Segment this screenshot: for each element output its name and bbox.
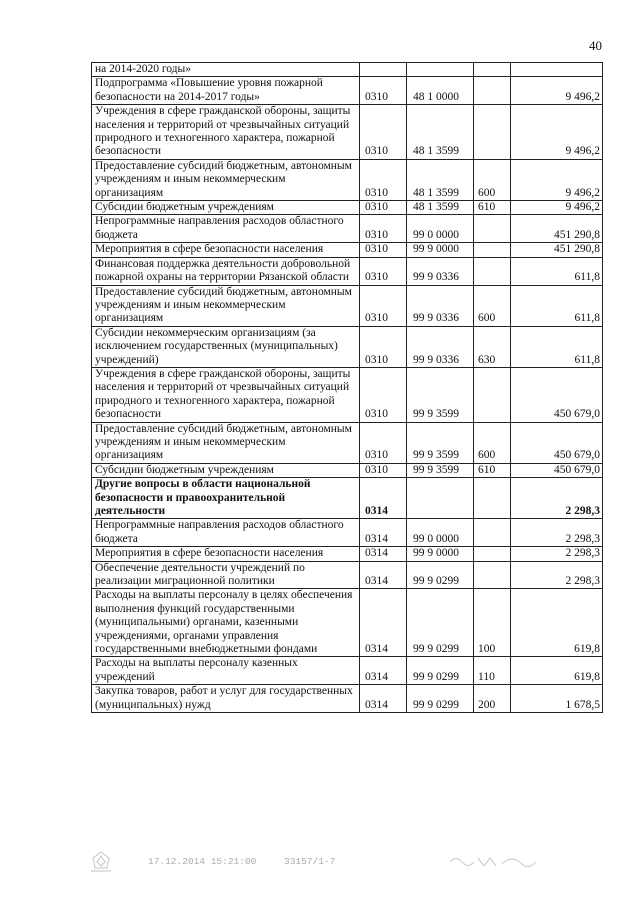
row-expense-type-cell — [474, 63, 511, 77]
row-name-cell: Субсидии бюджетным учреждениям — [92, 201, 360, 215]
row-article-cell: 99 9 3599 — [407, 463, 474, 477]
row-expense-type-cell — [474, 519, 511, 547]
row-article-cell: 99 9 0336 — [407, 285, 474, 326]
row-sum-cell: 450 679,0 — [511, 463, 603, 477]
row-sum-cell: 1 678,5 — [511, 685, 603, 713]
seal-icon — [88, 850, 114, 874]
row-section-cell: 0310 — [360, 243, 407, 257]
row-name-cell: Предоставление субсидий бюджетным, автономным учреждениям и иным некоммерческим организациям — [92, 285, 360, 326]
row-section-cell: 0314 — [360, 589, 407, 657]
row-article-cell: 99 9 0299 — [407, 685, 474, 713]
row-expense-type-cell: 610 — [474, 201, 511, 215]
row-sum-cell: 2 298,3 — [511, 547, 603, 561]
row-name-cell: на 2014-2020 годы» — [92, 63, 360, 77]
row-sum-cell: 451 290,8 — [511, 243, 603, 257]
row-sum-cell: 9 496,2 — [511, 201, 603, 215]
row-sum-cell: 9 496,2 — [511, 159, 603, 200]
row-section-cell: 0314 — [360, 519, 407, 547]
row-expense-type-cell — [474, 243, 511, 257]
row-name-cell: Предоставление субсидий бюджетным, автономным учреждениям и иным некоммерческим организациям — [92, 159, 360, 200]
row-sum-cell: 451 290,8 — [511, 215, 603, 243]
table-row — [92, 105, 603, 160]
row-expense-type-cell: 610 — [474, 463, 511, 477]
row-sum-cell — [511, 63, 603, 77]
budget-table — [91, 62, 603, 713]
stamp-code: 33157/1-7 — [284, 856, 336, 867]
row-expense-type-cell: 600 — [474, 422, 511, 463]
row-name-cell: Непрограммные направления расходов областного бюджета — [92, 215, 360, 243]
row-name-cell: Другие вопросы в области национальной безопасности и правоохранительной деятельности — [92, 478, 360, 519]
row-section-cell: 0310 — [360, 257, 407, 285]
row-sum-cell: 2 298,3 — [511, 561, 603, 589]
row-expense-type-cell — [474, 561, 511, 589]
row-section-cell: 0310 — [360, 326, 407, 367]
row-expense-type-cell: 600 — [474, 159, 511, 200]
row-sum-cell: 9 496,2 — [511, 77, 603, 105]
table-row — [92, 478, 603, 519]
row-expense-type-cell — [474, 77, 511, 105]
table-row — [92, 519, 603, 547]
table-row — [92, 657, 603, 685]
row-article-cell: 99 0 0000 — [407, 215, 474, 243]
row-name-cell: Подпрограмма «Повышение уровня пожарной безопасности на 2014-2017 годы» — [92, 77, 360, 105]
row-article-cell: 99 9 0336 — [407, 326, 474, 367]
row-expense-type-cell: 100 — [474, 589, 511, 657]
table-row — [92, 326, 603, 367]
row-section-cell: 0310 — [360, 285, 407, 326]
row-section-cell: 0314 — [360, 561, 407, 589]
table-row — [92, 201, 603, 215]
row-article-cell — [407, 478, 474, 519]
row-name-cell: Расходы на выплаты персоналу в целях обеспечения выполнения функций государственными (муниципальными) органами, казенными учреждениями, органами управления государственными внебюджетными фондами — [92, 589, 360, 657]
row-name-cell: Финансовая поддержка деятельности добровольной пожарной охраны на территории Рязанской области — [92, 257, 360, 285]
table-row — [92, 367, 603, 422]
row-expense-type-cell — [474, 478, 511, 519]
row-name-cell: Расходы на выплаты персоналу казенных учреждений — [92, 657, 360, 685]
row-article-cell — [407, 63, 474, 77]
row-name-cell: Мероприятия в сфере безопасности населения — [92, 243, 360, 257]
row-section-cell: 0310 — [360, 215, 407, 243]
row-section-cell: 0314 — [360, 657, 407, 685]
row-section-cell: 0310 — [360, 159, 407, 200]
row-sum-cell: 2 298,3 — [511, 519, 603, 547]
table-row — [92, 285, 603, 326]
table-row — [92, 215, 603, 243]
row-name-cell: Учреждения в сфере гражданской обороны, защиты населения и территорий от чрезвычайных ситуаций природного и техногенного характера, пожарной безопасности — [92, 367, 360, 422]
row-name-cell: Закупка товаров, работ и услуг для государственных (муниципальных) нужд — [92, 685, 360, 713]
table-row — [92, 561, 603, 589]
row-name-cell: Непрограммные направления расходов областного бюджета — [92, 519, 360, 547]
row-article-cell: 99 9 0299 — [407, 561, 474, 589]
table-row — [92, 547, 603, 561]
page-number: 40 — [589, 38, 602, 53]
row-article-cell: 99 9 0000 — [407, 547, 474, 561]
row-sum-cell: 611,8 — [511, 326, 603, 367]
row-article-cell: 99 9 0000 — [407, 243, 474, 257]
row-expense-type-cell: 600 — [474, 285, 511, 326]
row-article-cell: 99 0 0000 — [407, 519, 474, 547]
row-name-cell: Мероприятия в сфере безопасности населения — [92, 547, 360, 561]
row-sum-cell: 619,8 — [511, 589, 603, 657]
row-section-cell: 0314 — [360, 478, 407, 519]
table-row — [92, 63, 603, 77]
table-row — [92, 589, 603, 657]
row-name-cell: Обеспечение деятельности учреждений по реализации миграционной политики — [92, 561, 360, 589]
row-article-cell: 48 1 0000 — [407, 77, 474, 105]
table-row — [92, 257, 603, 285]
stamp-date: 17.12.2014 15:21:00 — [148, 856, 257, 867]
row-expense-type-cell: 200 — [474, 685, 511, 713]
row-article-cell: 48 1 3599 — [407, 159, 474, 200]
row-section-cell: 0314 — [360, 685, 407, 713]
row-sum-cell: 611,8 — [511, 285, 603, 326]
table-row — [92, 159, 603, 200]
row-name-cell: Субсидии бюджетным учреждениям — [92, 463, 360, 477]
signature-stamp-icon — [448, 852, 538, 872]
budget-table-body — [92, 63, 603, 713]
row-section-cell: 0314 — [360, 547, 407, 561]
row-name-cell: Предоставление субсидий бюджетным, автономным учреждениям и иным некоммерческим организациям — [92, 422, 360, 463]
row-section-cell: 0310 — [360, 422, 407, 463]
row-sum-cell: 619,8 — [511, 657, 603, 685]
row-article-cell: 99 9 3599 — [407, 422, 474, 463]
row-article-cell: 99 9 0336 — [407, 257, 474, 285]
table-row — [92, 77, 603, 105]
row-article-cell: 48 1 3599 — [407, 201, 474, 215]
row-section-cell: 0310 — [360, 77, 407, 105]
row-article-cell: 99 9 0299 — [407, 589, 474, 657]
row-article-cell: 99 9 0299 — [407, 657, 474, 685]
row-article-cell: 48 1 3599 — [407, 105, 474, 160]
row-sum-cell: 450 679,0 — [511, 367, 603, 422]
document-footer — [88, 850, 548, 874]
table-row — [92, 243, 603, 257]
row-sum-cell: 450 679,0 — [511, 422, 603, 463]
row-section-cell: 0310 — [360, 367, 407, 422]
row-section-cell: 0310 — [360, 201, 407, 215]
row-expense-type-cell — [474, 367, 511, 422]
row-article-cell: 99 9 3599 — [407, 367, 474, 422]
row-sum-cell: 2 298,3 — [511, 478, 603, 519]
table-row — [92, 463, 603, 477]
row-section-cell: 0310 — [360, 463, 407, 477]
table-row — [92, 422, 603, 463]
row-expense-type-cell — [474, 215, 511, 243]
row-sum-cell: 9 496,2 — [511, 105, 603, 160]
table-row — [92, 685, 603, 713]
row-expense-type-cell: 110 — [474, 657, 511, 685]
row-expense-type-cell — [474, 547, 511, 561]
row-expense-type-cell — [474, 105, 511, 160]
row-name-cell: Субсидии некоммерческим организациям (за исключением государственных (муниципальных) учреждений) — [92, 326, 360, 367]
row-sum-cell: 611,8 — [511, 257, 603, 285]
row-section-cell — [360, 63, 407, 77]
row-name-cell: Учреждения в сфере гражданской обороны, защиты населения и территорий от чрезвычайных ситуаций природного и техногенного характера, пожарной безопасности — [92, 105, 360, 160]
row-expense-type-cell — [474, 257, 511, 285]
row-expense-type-cell: 630 — [474, 326, 511, 367]
row-section-cell: 0310 — [360, 105, 407, 160]
